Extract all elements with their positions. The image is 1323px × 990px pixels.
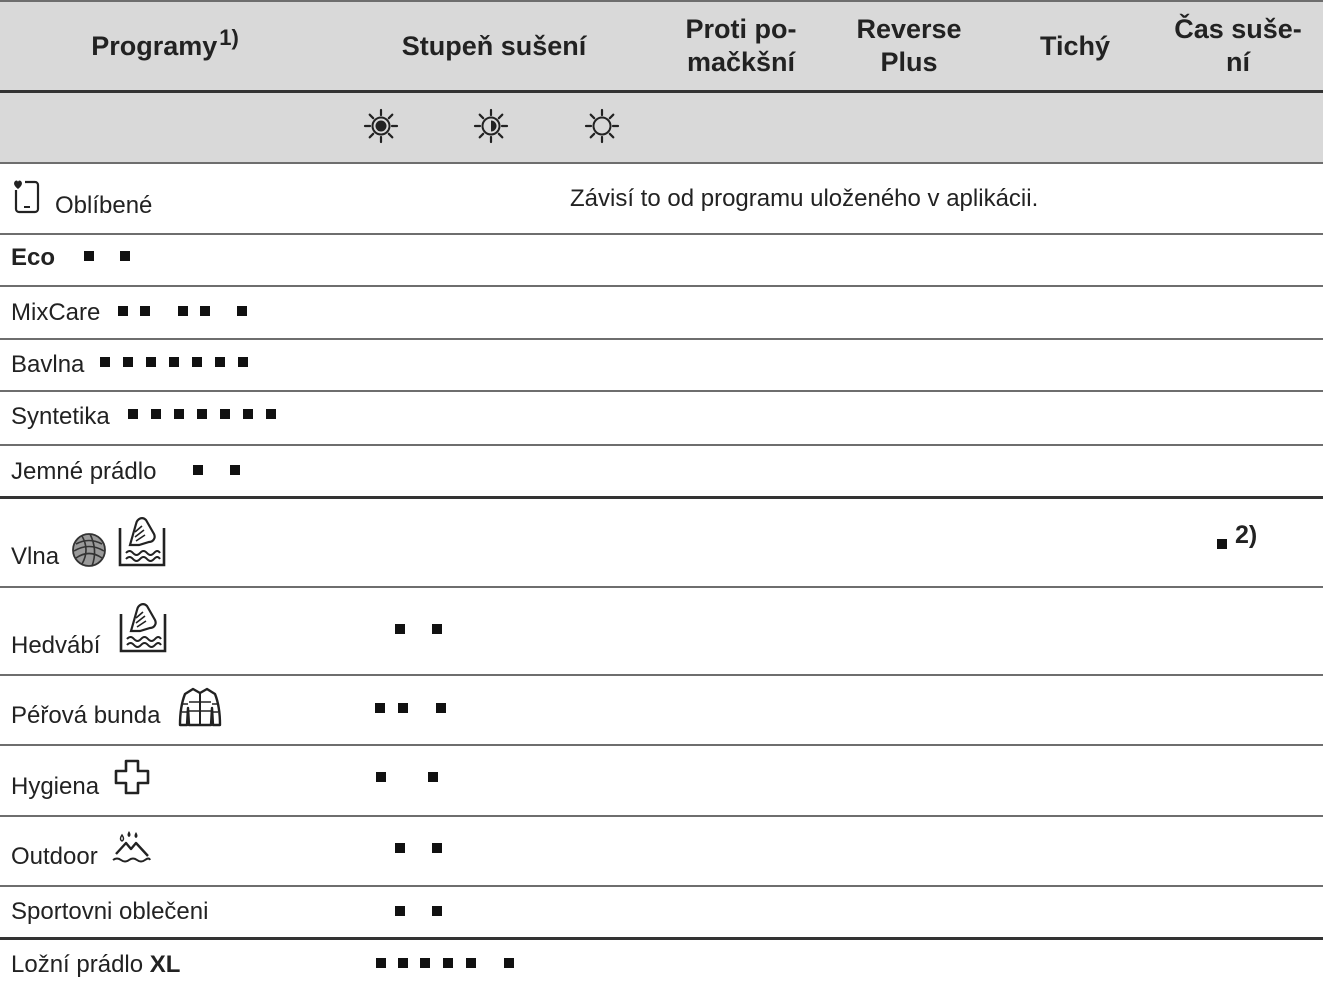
mark [238,357,248,367]
down-jacket-icon [178,686,222,728]
table-row [0,746,1323,817]
table-row [0,588,1323,676]
hand-wash-icon [117,512,167,568]
mark [466,958,476,968]
mark [178,306,188,316]
program-label: Outdoor [11,843,98,870]
sun-half-icon [472,107,510,145]
header-drying-level: Stupeň sušení [401,30,587,61]
mark [376,958,386,968]
mark [237,306,247,316]
mark [192,357,202,367]
mark [432,624,442,634]
mark [398,703,408,713]
favorite-phone-icon [12,178,42,214]
program-label: Hedvábí [11,632,101,659]
wool-ball-icon [70,531,108,569]
table-row [0,235,1323,287]
mark [395,624,405,634]
hygiene-cross-icon [112,757,152,797]
favorites-note: Závisí to od programu uloženého v aplikácii. [570,185,1039,212]
size-suffix: XL [149,951,181,978]
mark [428,772,438,782]
mark [174,409,184,419]
mark [376,772,386,782]
mark [84,251,94,261]
program-label: Jemné prádlo [11,458,157,485]
mark [215,357,225,367]
outdoor-icon [110,827,152,867]
footnote-2: 2) [1235,521,1258,549]
table-row [0,287,1323,340]
program-label: Vlna [11,543,60,570]
mark [230,465,240,475]
mark [220,409,230,419]
mark [146,357,156,367]
program-label: Bavlna [11,351,85,378]
program-label: Eco [11,244,56,271]
sun-full-icon [362,107,400,145]
program-label: Syntetika [11,403,110,430]
mark [118,306,128,316]
mark [197,409,207,419]
mark [432,906,442,916]
mark [395,843,405,853]
mark [140,306,150,316]
mark [443,958,453,968]
program-label: Péřová bunda [11,702,161,729]
header-anti-crease: Proti po- mačkšní [685,14,797,77]
mark [432,843,442,853]
mark [436,703,446,713]
mark [193,465,203,475]
mark [1217,539,1227,549]
mark [151,409,161,419]
sun-empty-icon [583,107,621,145]
mark [128,409,138,419]
mark [504,958,514,968]
mark [375,703,385,713]
program-label: Ložní prádlo XL [11,951,181,978]
mark [395,906,405,916]
footnote-1: 1) [219,24,239,50]
hand-wash-icon [118,598,168,654]
mark [100,357,110,367]
table-row [0,392,1323,446]
header-silent: Tichý [1039,30,1111,61]
program-label: MixCare [11,299,101,326]
table-row [0,817,1323,887]
mark [243,409,253,419]
table-row [0,499,1323,588]
drying-level-icons-row [0,93,1323,164]
program-label: Sportovni oblečeni [11,898,209,925]
program-label: Hygiena [11,773,100,800]
mark [200,306,210,316]
header-programs: Programy$^{1)}$ [91,24,239,61]
mark [169,357,179,367]
mark [123,357,133,367]
mark [398,958,408,968]
table-header [0,0,1323,93]
program-label: Oblíbené [55,192,153,219]
mark [120,251,130,261]
header-reverse-plus: Reverse Plus [856,14,962,77]
mark [266,409,276,419]
mark [420,958,430,968]
header-drying-time: Čas suše- ní [1174,14,1302,77]
